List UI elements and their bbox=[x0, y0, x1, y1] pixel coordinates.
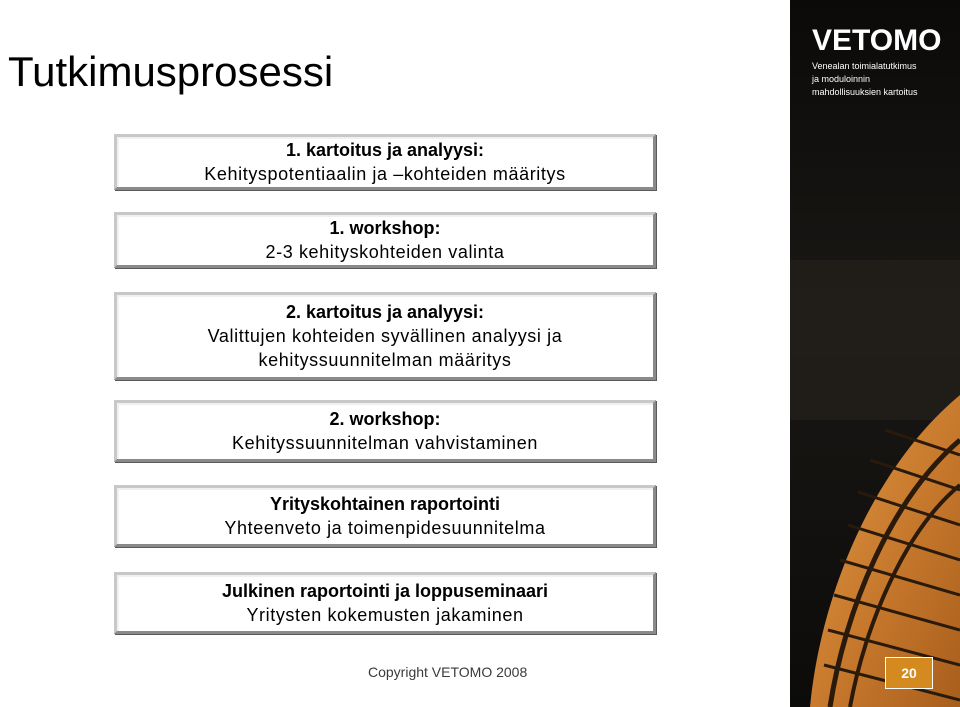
step-body: kehityssuunnitelman määritys bbox=[258, 350, 512, 370]
step-heading: 2. workshop: bbox=[329, 409, 441, 429]
page-number-badge: 20 bbox=[885, 657, 933, 689]
process-step-6 bbox=[114, 572, 656, 634]
step-heading: Julkinen raportointi ja loppuseminaari bbox=[221, 581, 549, 601]
step-body: Kehityspotentiaalin ja –kohteiden määritys bbox=[204, 164, 566, 184]
step-heading: 1. workshop: bbox=[329, 218, 441, 238]
brand-name: VETOMO bbox=[812, 24, 942, 57]
process-step-1 bbox=[114, 134, 656, 190]
step-body: Yritysten kokemusten jakaminen bbox=[246, 605, 524, 625]
step-heading: 1. kartoitus ja analyysi: bbox=[285, 140, 485, 160]
page-title: Tutkimusprosessi bbox=[8, 48, 334, 95]
brand-subtitle-line: ja moduloinnin bbox=[812, 74, 871, 84]
step-body: Kehityssuunnitelman vahvistaminen bbox=[232, 433, 538, 453]
process-step-5 bbox=[114, 485, 656, 547]
process-step-3 bbox=[114, 292, 656, 380]
step-heading: Yrityskohtainen raportointi bbox=[269, 494, 501, 514]
process-step-2 bbox=[114, 212, 656, 268]
boat-deck-image bbox=[790, 0, 960, 707]
step-body: 2-3 kehityskohteiden valinta bbox=[265, 242, 505, 262]
step-body: Valittujen kohteiden syvällinen analyysi ja bbox=[207, 326, 563, 346]
brand-subtitle-line: Venealan toimialatutkimus bbox=[812, 61, 917, 71]
brand-subtitle-line: mahdollisuuksien kartoitus bbox=[812, 87, 918, 97]
process-step-4 bbox=[114, 400, 656, 462]
brand-panel bbox=[790, 0, 960, 707]
copyright-text: Copyright VETOMO 2008 bbox=[368, 664, 528, 680]
brand-subtitle bbox=[812, 60, 958, 99]
step-heading: 2. kartoitus ja analyysi: bbox=[285, 302, 485, 322]
step-body: Yhteenveto ja toimenpidesuunnitelma bbox=[224, 518, 546, 538]
